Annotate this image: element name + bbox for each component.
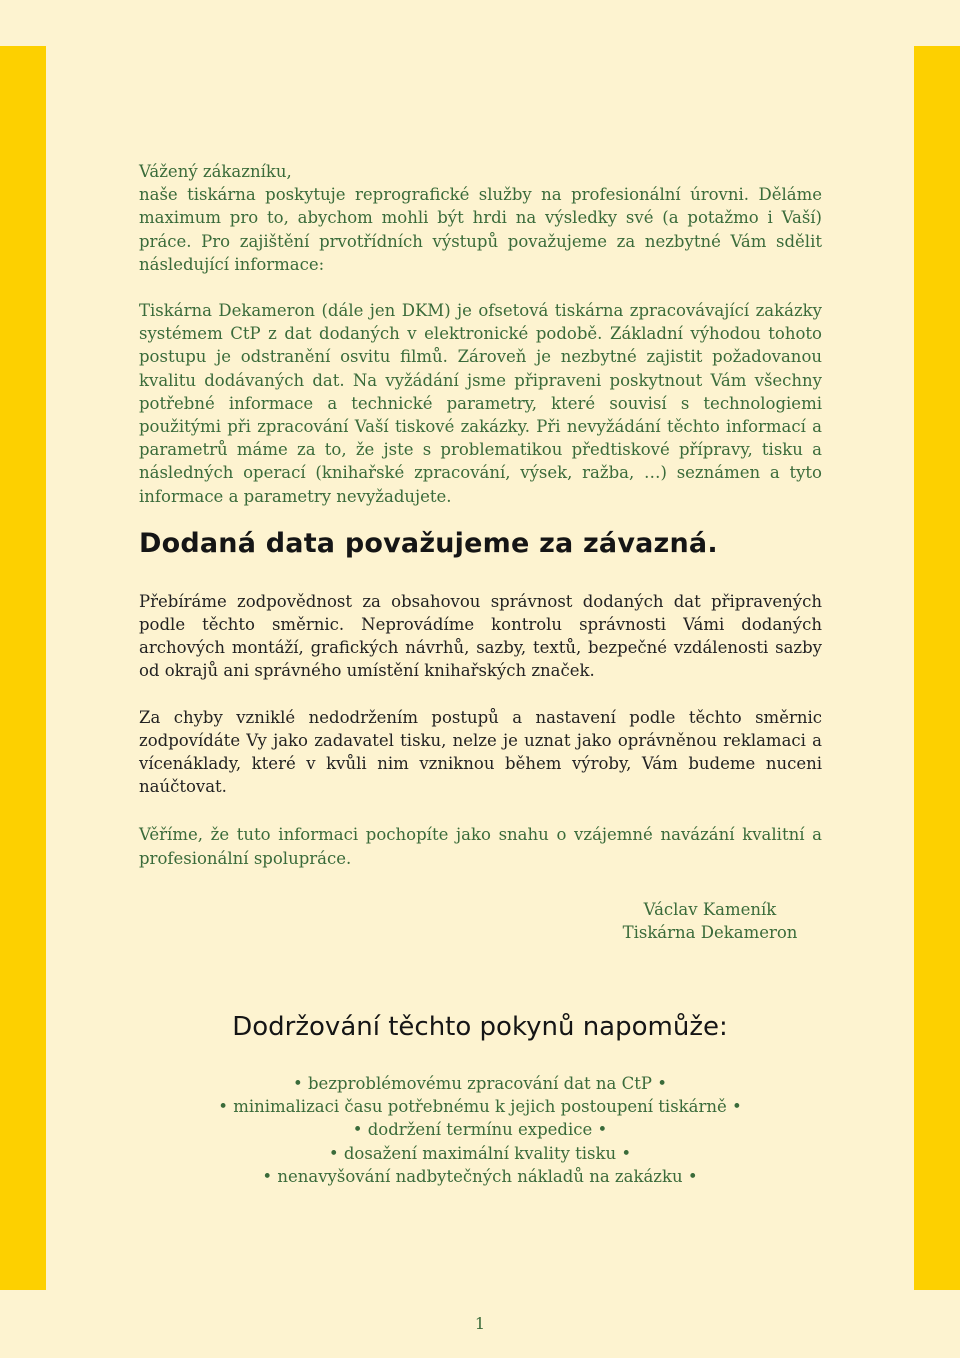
benefits-list [0,1072,960,1188]
signature-company: Tiskárna Dekameron [622,923,798,943]
dkm-paragraph: Tiskárna Dekameron (dále jen DKM) je ofsetová tiskárna zpracovávající zakázky systémem CtP z dat dodaných v elektronické podobě. Základní výhodou tohoto postupu je odstranění osvitu filmů. Zároveň je nezbytné zajistit požadovanou kvalitu dodávaných dat. Na vyžádání jsme připraveni poskytnout Vám všechny potřebné informace a technické parametry, které souvisí s technologiemi použitými při zpracování Vaší tiskové zakázky. Při nevyžádání těchto informací a parametrů máme za to, že jste s problematikou předtiskové přípravy, tisku a následných operací (knihařské zpracování, výsek, ražba, …) seznámen a tyto informace a parametry nevyžadujete. [139,301,822,506]
page-number: 1 [474,1314,486,1333]
benefits-heading: Dodržování těchto pokynů napomůže: [232,1012,728,1042]
intro-paragraph: naše tiskárna poskytuje reprografické služby na profesionální úrovni. Děláme maximum pro to, abychom mohli být hrdi na výsledky své (a potažmo i Vaší) práce. Pro zajištění prvotřídních výstupů považujeme za nezbytné Vám sdělit následující informace: [139,185,822,274]
signature-block [580,898,840,944]
list-item: • bezproblémovému zpracování dat na CtP • [293,1074,667,1093]
responsibility-paragraph: Přebíráme zodpovědnost za obsahovou správnost dodaných dat připravených podle těchto směrnic. Neprovádíme kontrolu správnosti Vámi dodaných archových montáží, grafických návrhů, sazby, textů, bezpečné vzdálenosti sazby od okrajů ani správného umístění knihařských značek. [139,591,822,681]
signature-name: Václav Kameník [643,900,777,919]
list-item: • dodržení termínu expedice • [352,1120,608,1140]
section-heading: Dodaná data považujeme za závazná. [139,527,718,559]
errors-paragraph: Za chyby vzniklé nedodržením postupů a nastavení podle těchto směrnic zodpovídáte Vy jako zadavatel tisku, nelze je uznat jako oprávněnou reklamaci a vícenáklady, které v kvůli nim vzniknou během výroby, Vám budeme nuceni naúčtovat. [139,707,822,797]
greeting: Vážený zákazníku, [139,162,292,181]
list-item: • nenavyšování nadbytečných nákladů na zakázku • [262,1166,698,1186]
list-item: • dosažení maximální kvality tisku • [328,1143,632,1163]
closing-paragraph: Věříme, že tuto informaci pochopíte jako snahu o vzájemné navázání kvalitní a profesionální spolupráce. [139,825,822,868]
list-item: • minimalizaci času potřebnému k jejich postoupení tiskárně • [218,1097,742,1117]
letter-body [139,160,822,870]
